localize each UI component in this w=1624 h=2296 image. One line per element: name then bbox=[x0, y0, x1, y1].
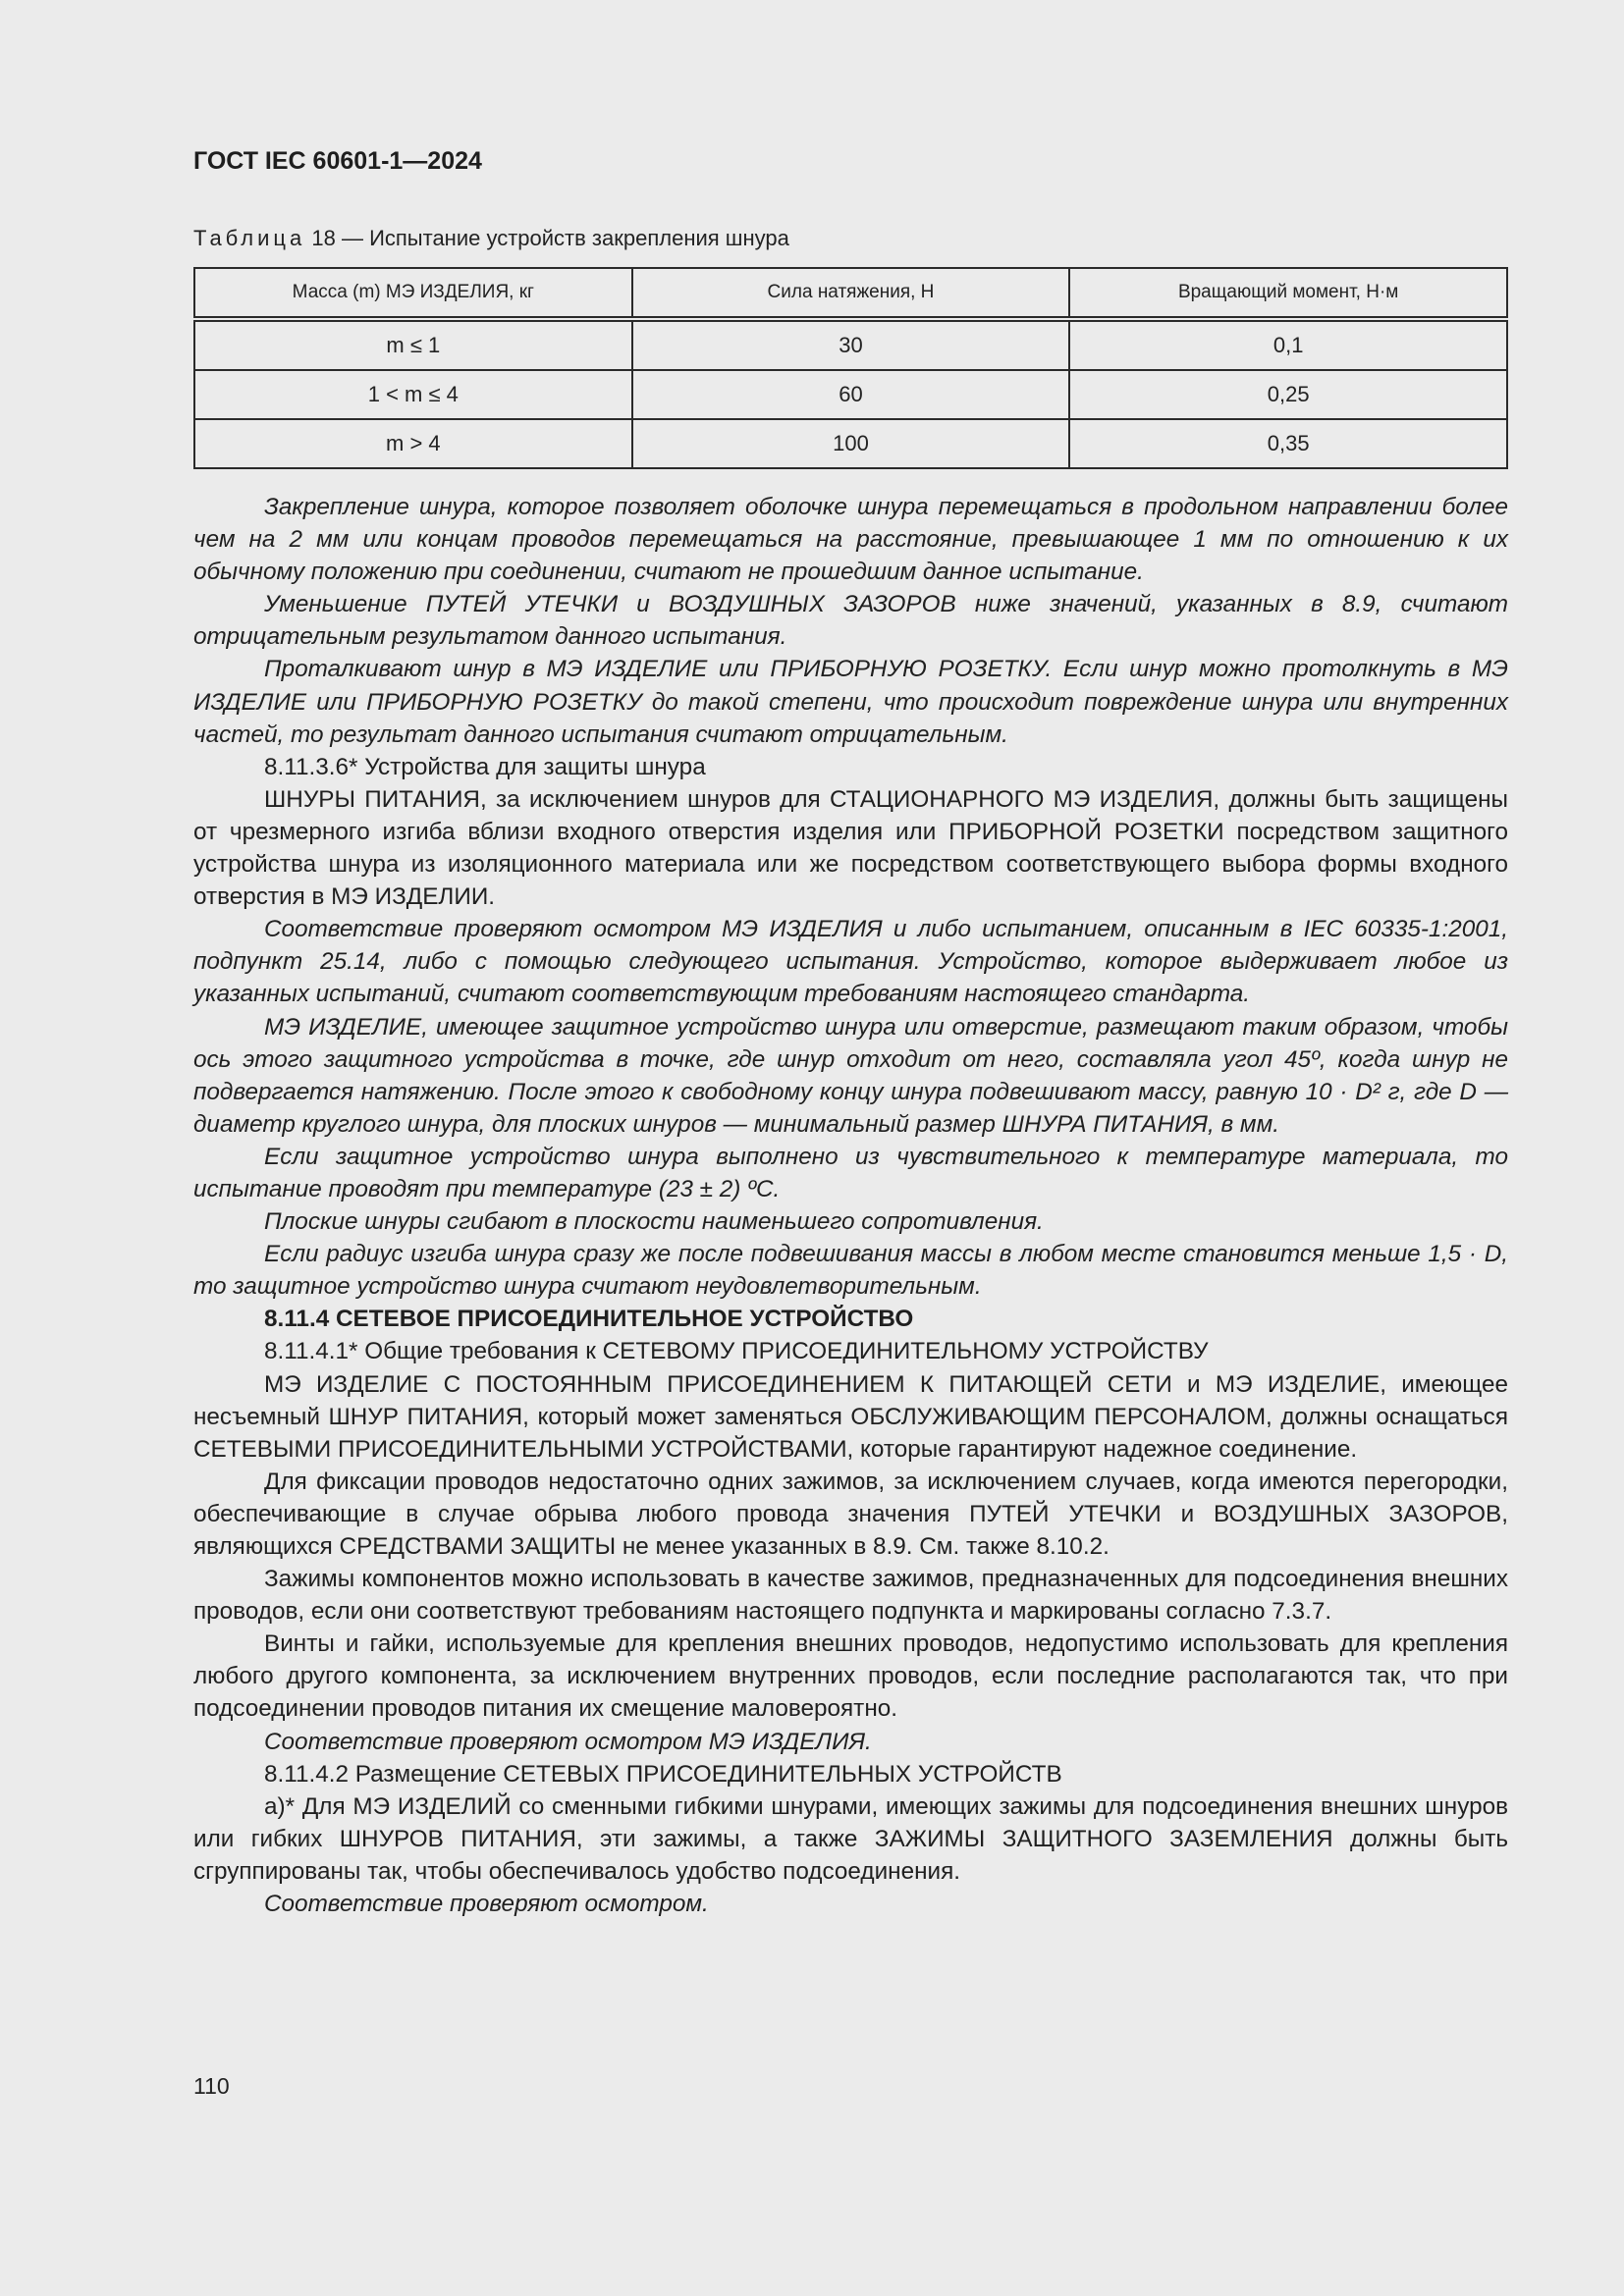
paragraph: Закрепление шнура, которое позволяет оболочке шнура перемещаться в продольном направлении более чем на 2 мм или концам проводов перемещаться на расстояние, превышающее 1 мм по отношению к их обычному положению при соединении, считают не прошедшим данное испытание. bbox=[193, 494, 1508, 586]
paragraph: МЭ ИЗДЕЛИЕ С ПОСТОЯННЫМ ПРИСОЕДИНЕНИЕМ К ПИТАЮЩЕЙ СЕТИ и МЭ ИЗДЕЛИЕ, имеющее несъемный ШНУР ПИТАНИЯ, который может заменяться ОБСЛУЖИВАЮЩИМ ПЕРСОНАЛОМ, должны оснащаться СЕТЕВЫМИ ПРИСОЕДИНИТЕЛЬНЫМИ УСТРОЙСТВАМИ, которые гарантируют надежное соединение. bbox=[193, 1370, 1508, 1463]
table-cell: 0,25 bbox=[1069, 370, 1507, 419]
paragraph: Винты и гайки, используемые для крепления внешних проводов, недопустимо использовать для крепления любого другого компонента, за исключением внутренних проводов, если последние располагаются так, что при подсоединении проводов питания их смещение маловероятно. bbox=[193, 1630, 1508, 1723]
paragraph: МЭ ИЗДЕЛИЕ, имеющее защитное устройство шнура или отверстие, размещают таким образом, чтобы ось этого защитного устройства в точке, где шнур отходит от него, составляла угол 45º, когда шнур не подвергается натяжению. После этого к свободному концу шнура подвешивают массу, равную 10 · D² г, где D — диаметр круглого шнура, для плоских шнуров — минимальный размер ШНУРА ПИТАНИЯ, в мм. bbox=[193, 1013, 1508, 1138]
table-cell: 30 bbox=[632, 319, 1070, 370]
body-text bbox=[193, 491, 1508, 1920]
paragraph: Для фиксации проводов недостаточно одних зажимов, за исключением случаев, когда имеются перегородки, обеспечивающие в случае обрыва любого провода значения ПУТЕЙ УТЕЧКИ и ВОЗДУШНЫХ ЗАЗОРОВ, являющихся СРЕДСТВАМИ ЗАЩИТЫ не менее указанных в 8.9. См. также 8.10.2. bbox=[193, 1468, 1508, 1560]
paragraph: 8.11.4.1* Общие требования к СЕТЕВОМУ ПРИСОЕДИНИТЕЛЬНОМУ УСТРОЙСТВУ bbox=[264, 1338, 1209, 1365]
table-cell: m > 4 bbox=[194, 419, 632, 468]
table-cell: 0,35 bbox=[1069, 419, 1507, 468]
paragraph: Зажимы компонентов можно использовать в качестве зажимов, предназначенных для подсоединения внешних проводов, если они соответствуют требованиям настоящего подпункта и маркированы согласно 7.3.7. bbox=[193, 1566, 1508, 1626]
table-cell: m ≤ 1 bbox=[194, 319, 632, 370]
table-cell: 0,1 bbox=[1069, 319, 1507, 370]
table-cell: 1 < m ≤ 4 bbox=[194, 370, 632, 419]
paragraph: Соответствие проверяют осмотром МЭ ИЗДЕЛИЯ и либо испытанием, описанным в IEC 60335-1:2001, подпункт 25.14, либо с помощью следующего испытания. Устройство, которое выдерживает любое из указанных испытаний, считают соответствующим требованиям настоящего стандарта. bbox=[193, 916, 1508, 1008]
page-number: 110 bbox=[193, 2073, 230, 2099]
table-row bbox=[194, 419, 1507, 468]
paragraph: Если радиус изгиба шнура сразу же после подвешивания массы в любом месте становится меньше 1,5 · D, то защитное устройство шнура считают неудовлетворительным. bbox=[193, 1241, 1508, 1301]
paragraph: Соответствие проверяют осмотром МЭ ИЗДЕЛИЯ. bbox=[264, 1728, 872, 1755]
paragraph: Плоские шнуры сгибают в плоскости наименьшего сопротивления. bbox=[264, 1208, 1044, 1236]
table-caption-prefix: Таблица bbox=[193, 226, 306, 250]
table-row bbox=[194, 319, 1507, 370]
paragraph: а)* Для МЭ ИЗДЕЛИЙ со сменными гибкими шнурами, имеющих зажимы для подсоединения внешних шнуров или гибких ШНУРОВ ПИТАНИЯ, эти зажимы, а также ЗАЖИМЫ ЗАЩИТНОГО ЗАЗЕМЛЕНИЯ должны быть сгруппированы так, чтобы обеспечивалось удобство подсоединения. bbox=[193, 1792, 1508, 1885]
table-header-row bbox=[194, 268, 1507, 319]
column-header-torque: Вращающий момент, Н·м bbox=[1069, 268, 1507, 319]
table-cell: 60 bbox=[632, 370, 1070, 419]
paragraph: 8.11.4.2 Размещение СЕТЕВЫХ ПРИСОЕДИНИТЕЛЬНЫХ УСТРОЙСТВ bbox=[264, 1760, 1062, 1788]
paragraph: Уменьшение ПУТЕЙ УТЕЧКИ и ВОЗДУШНЫХ ЗАЗОРОВ ниже значений, указанных в 8.9, считают отрицательным результатом данного испытания. bbox=[193, 591, 1508, 651]
paragraph: 8.11.3.6* Устройства для защиты шнура bbox=[264, 753, 706, 780]
document-header: ГОСТ IEC 60601-1—2024 bbox=[193, 147, 482, 175]
paragraph: ШНУРЫ ПИТАНИЯ, за исключением шнуров для СТАЦИОНАРНОГО МЭ ИЗДЕЛИЯ, должны быть защищены от чрезмерного изгиба вблизи входного отверстия изделия или ПРИБОРНОЙ РОЗЕТКИ посредством защитного устройства шнура из изоляционного материала или же посредством соответствующего выбора формы входного отверстия в МЭ ИЗДЕЛИИ. bbox=[193, 785, 1508, 911]
column-header-pull-force: Сила натяжения, Н bbox=[632, 268, 1070, 319]
table-caption-text: 18 — Испытание устройств закрепления шнура bbox=[305, 226, 789, 250]
table-row bbox=[194, 370, 1507, 419]
cord-anchorage-table bbox=[193, 267, 1508, 469]
column-header-mass: Масса (m) МЭ ИЗДЕЛИЯ, кг bbox=[194, 268, 632, 319]
paragraph: Проталкивают шнур в МЭ ИЗДЕЛИЕ или ПРИБОРНУЮ РОЗЕТКУ. Если шнур можно протолкнуть в МЭ ИЗДЕЛИЕ или ПРИБОРНУЮ РОЗЕТКУ до такой степени, что происходит повреждение шнура или внутренних частей, то результат данного испытания считают отрицательным. bbox=[193, 656, 1508, 748]
paragraph: Если защитное устройство шнура выполнено из чувствительного к температуре материала, то испытание проводят при температуре (23 ± 2) ºС. bbox=[193, 1143, 1508, 1202]
section-heading: 8.11.4 СЕТЕВОЕ ПРИСОЕДИНИТЕЛЬНОЕ УСТРОЙСТВО bbox=[264, 1306, 914, 1333]
table-caption bbox=[193, 226, 789, 251]
paragraph: Соответствие проверяют осмотром. bbox=[264, 1891, 709, 1918]
table-cell: 100 bbox=[632, 419, 1070, 468]
